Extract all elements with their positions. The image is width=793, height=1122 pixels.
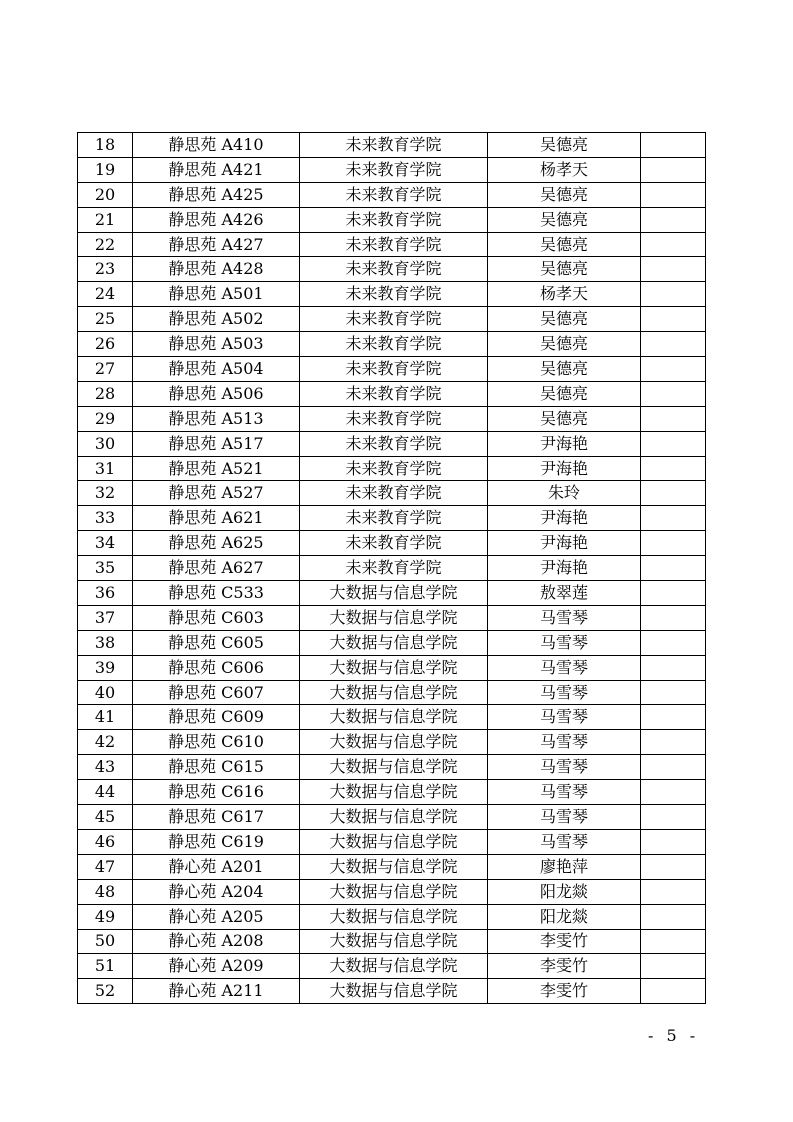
cell-name: 尹海艳 bbox=[488, 556, 641, 581]
cell-college: 未来教育学院 bbox=[300, 456, 488, 481]
cell-note bbox=[641, 954, 706, 979]
cell-note bbox=[641, 282, 706, 307]
cell-room: 静思苑 C603 bbox=[133, 605, 300, 630]
table-row bbox=[78, 655, 706, 680]
table-row bbox=[78, 854, 706, 879]
cell-room: 静思苑 A428 bbox=[133, 257, 300, 282]
cell-no: 29 bbox=[78, 406, 133, 431]
cell-name: 马雪琴 bbox=[488, 680, 641, 705]
cell-note bbox=[641, 680, 706, 705]
cell-college: 大数据与信息学院 bbox=[300, 979, 488, 1004]
cell-college: 大数据与信息学院 bbox=[300, 605, 488, 630]
cell-room: 静思苑 C619 bbox=[133, 829, 300, 854]
table-row bbox=[78, 357, 706, 382]
cell-no: 22 bbox=[78, 232, 133, 257]
cell-room: 静思苑 A502 bbox=[133, 307, 300, 332]
cell-no: 51 bbox=[78, 954, 133, 979]
cell-room: 静心苑 A209 bbox=[133, 954, 300, 979]
cell-note bbox=[641, 157, 706, 182]
cell-no: 30 bbox=[78, 431, 133, 456]
cell-note bbox=[641, 207, 706, 232]
cell-no: 49 bbox=[78, 904, 133, 929]
cell-college: 未来教育学院 bbox=[300, 531, 488, 556]
cell-college: 大数据与信息学院 bbox=[300, 680, 488, 705]
cell-college: 大数据与信息学院 bbox=[300, 829, 488, 854]
cell-name: 马雪琴 bbox=[488, 605, 641, 630]
table-row bbox=[78, 929, 706, 954]
cell-room: 静思苑 A421 bbox=[133, 157, 300, 182]
cell-no: 23 bbox=[78, 257, 133, 282]
cell-room: 静思苑 A426 bbox=[133, 207, 300, 232]
cell-no: 46 bbox=[78, 829, 133, 854]
table-row bbox=[78, 705, 706, 730]
table-row bbox=[78, 456, 706, 481]
cell-room: 静思苑 A513 bbox=[133, 406, 300, 431]
cell-note bbox=[641, 332, 706, 357]
cell-room: 静思苑 A425 bbox=[133, 182, 300, 207]
cell-note bbox=[641, 232, 706, 257]
cell-college: 大数据与信息学院 bbox=[300, 730, 488, 755]
cell-college: 大数据与信息学院 bbox=[300, 755, 488, 780]
cell-room: 静思苑 A625 bbox=[133, 531, 300, 556]
cell-room: 静思苑 A503 bbox=[133, 332, 300, 357]
cell-college: 未来教育学院 bbox=[300, 381, 488, 406]
cell-college: 未来教育学院 bbox=[300, 556, 488, 581]
cell-room: 静思苑 C533 bbox=[133, 581, 300, 606]
cell-room: 静思苑 C606 bbox=[133, 655, 300, 680]
cell-note bbox=[641, 904, 706, 929]
cell-room: 静思苑 A427 bbox=[133, 232, 300, 257]
cell-no: 37 bbox=[78, 605, 133, 630]
cell-no: 28 bbox=[78, 381, 133, 406]
cell-room: 静心苑 A208 bbox=[133, 929, 300, 954]
table-row bbox=[78, 506, 706, 531]
cell-name: 吴德亮 bbox=[488, 232, 641, 257]
table-row bbox=[78, 904, 706, 929]
cell-room: 静思苑 C616 bbox=[133, 780, 300, 805]
cell-name: 吴德亮 bbox=[488, 381, 641, 406]
table-row bbox=[78, 232, 706, 257]
cell-college: 大数据与信息学院 bbox=[300, 705, 488, 730]
cell-no: 34 bbox=[78, 531, 133, 556]
cell-note bbox=[641, 929, 706, 954]
table-row bbox=[78, 680, 706, 705]
cell-name: 马雪琴 bbox=[488, 829, 641, 854]
cell-no: 25 bbox=[78, 307, 133, 332]
cell-room: 静心苑 A204 bbox=[133, 879, 300, 904]
cell-no: 32 bbox=[78, 481, 133, 506]
cell-name: 马雪琴 bbox=[488, 755, 641, 780]
cell-no: 50 bbox=[78, 929, 133, 954]
cell-college: 大数据与信息学院 bbox=[300, 854, 488, 879]
cell-name: 马雪琴 bbox=[488, 780, 641, 805]
cell-no: 47 bbox=[78, 854, 133, 879]
cell-room: 静思苑 A506 bbox=[133, 381, 300, 406]
cell-college: 未来教育学院 bbox=[300, 406, 488, 431]
cell-note bbox=[641, 979, 706, 1004]
table-row bbox=[78, 780, 706, 805]
cell-room: 静思苑 A410 bbox=[133, 133, 300, 158]
cell-note bbox=[641, 381, 706, 406]
cell-room: 静思苑 C605 bbox=[133, 630, 300, 655]
table-row bbox=[78, 282, 706, 307]
cell-no: 40 bbox=[78, 680, 133, 705]
table-row bbox=[78, 381, 706, 406]
cell-room: 静思苑 A501 bbox=[133, 282, 300, 307]
cell-college: 未来教育学院 bbox=[300, 506, 488, 531]
cell-name: 朱玲 bbox=[488, 481, 641, 506]
cell-room: 静心苑 A201 bbox=[133, 854, 300, 879]
cell-college: 大数据与信息学院 bbox=[300, 904, 488, 929]
cell-no: 26 bbox=[78, 332, 133, 357]
page-number: - 5 - bbox=[648, 1026, 700, 1045]
table-row bbox=[78, 605, 706, 630]
table-row bbox=[78, 630, 706, 655]
cell-no: 52 bbox=[78, 979, 133, 1004]
cell-college: 大数据与信息学院 bbox=[300, 879, 488, 904]
table-row bbox=[78, 879, 706, 904]
table-row bbox=[78, 531, 706, 556]
table-row bbox=[78, 979, 706, 1004]
table-row bbox=[78, 755, 706, 780]
cell-note bbox=[641, 755, 706, 780]
table-row bbox=[78, 829, 706, 854]
cell-room: 静思苑 A621 bbox=[133, 506, 300, 531]
cell-name: 吴德亮 bbox=[488, 307, 641, 332]
cell-no: 44 bbox=[78, 780, 133, 805]
cell-no: 18 bbox=[78, 133, 133, 158]
table-row bbox=[78, 805, 706, 830]
cell-no: 19 bbox=[78, 157, 133, 182]
cell-college: 大数据与信息学院 bbox=[300, 630, 488, 655]
cell-name: 马雪琴 bbox=[488, 655, 641, 680]
cell-room: 静思苑 C617 bbox=[133, 805, 300, 830]
cell-note bbox=[641, 854, 706, 879]
cell-name: 尹海艳 bbox=[488, 531, 641, 556]
table-row bbox=[78, 207, 706, 232]
cell-college: 大数据与信息学院 bbox=[300, 581, 488, 606]
cell-no: 48 bbox=[78, 879, 133, 904]
cell-room: 静思苑 C615 bbox=[133, 755, 300, 780]
cell-name: 马雪琴 bbox=[488, 630, 641, 655]
cell-room: 静心苑 A205 bbox=[133, 904, 300, 929]
cell-note bbox=[641, 730, 706, 755]
cell-note bbox=[641, 829, 706, 854]
cell-no: 36 bbox=[78, 581, 133, 606]
table-row bbox=[78, 431, 706, 456]
table-row bbox=[78, 581, 706, 606]
cell-note bbox=[641, 879, 706, 904]
cell-college: 未来教育学院 bbox=[300, 307, 488, 332]
cell-room: 静思苑 A527 bbox=[133, 481, 300, 506]
cell-name: 吴德亮 bbox=[488, 207, 641, 232]
cell-note bbox=[641, 133, 706, 158]
cell-room: 静思苑 C610 bbox=[133, 730, 300, 755]
table-row bbox=[78, 954, 706, 979]
cell-name: 马雪琴 bbox=[488, 705, 641, 730]
cell-no: 39 bbox=[78, 655, 133, 680]
cell-note bbox=[641, 456, 706, 481]
cell-name: 吴德亮 bbox=[488, 182, 641, 207]
cell-note bbox=[641, 357, 706, 382]
cell-name: 李雯竹 bbox=[488, 954, 641, 979]
cell-note bbox=[641, 257, 706, 282]
cell-note bbox=[641, 655, 706, 680]
cell-room: 静思苑 C607 bbox=[133, 680, 300, 705]
table-row bbox=[78, 730, 706, 755]
cell-name: 敖翠莲 bbox=[488, 581, 641, 606]
cell-note bbox=[641, 406, 706, 431]
cell-name: 李雯竹 bbox=[488, 979, 641, 1004]
cell-note bbox=[641, 705, 706, 730]
cell-college: 未来教育学院 bbox=[300, 357, 488, 382]
cell-room: 静思苑 A521 bbox=[133, 456, 300, 481]
cell-note bbox=[641, 630, 706, 655]
cell-college: 未来教育学院 bbox=[300, 257, 488, 282]
cell-name: 李雯竹 bbox=[488, 929, 641, 954]
cell-name: 尹海艳 bbox=[488, 506, 641, 531]
cell-no: 45 bbox=[78, 805, 133, 830]
cell-no: 38 bbox=[78, 630, 133, 655]
table-row bbox=[78, 133, 706, 158]
cell-college: 大数据与信息学院 bbox=[300, 655, 488, 680]
cell-name: 马雪琴 bbox=[488, 805, 641, 830]
cell-note bbox=[641, 581, 706, 606]
cell-college: 大数据与信息学院 bbox=[300, 954, 488, 979]
cell-no: 43 bbox=[78, 755, 133, 780]
cell-no: 35 bbox=[78, 556, 133, 581]
table-body bbox=[78, 133, 706, 1004]
cell-college: 未来教育学院 bbox=[300, 332, 488, 357]
cell-college: 未来教育学院 bbox=[300, 282, 488, 307]
cell-note bbox=[641, 605, 706, 630]
cell-room: 静思苑 A627 bbox=[133, 556, 300, 581]
cell-college: 大数据与信息学院 bbox=[300, 805, 488, 830]
cell-college: 未来教育学院 bbox=[300, 232, 488, 257]
cell-no: 20 bbox=[78, 182, 133, 207]
table-row bbox=[78, 182, 706, 207]
cell-room: 静思苑 A517 bbox=[133, 431, 300, 456]
cell-no: 24 bbox=[78, 282, 133, 307]
cell-name: 杨孝天 bbox=[488, 157, 641, 182]
cell-room: 静思苑 C609 bbox=[133, 705, 300, 730]
table-row bbox=[78, 257, 706, 282]
cell-name: 吴德亮 bbox=[488, 257, 641, 282]
table-row bbox=[78, 332, 706, 357]
cell-name: 吴德亮 bbox=[488, 357, 641, 382]
cell-college: 未来教育学院 bbox=[300, 431, 488, 456]
table-row bbox=[78, 556, 706, 581]
cell-note bbox=[641, 506, 706, 531]
cell-college: 大数据与信息学院 bbox=[300, 780, 488, 805]
cell-room: 静心苑 A211 bbox=[133, 979, 300, 1004]
cell-note bbox=[641, 805, 706, 830]
cell-name: 吴德亮 bbox=[488, 406, 641, 431]
cell-college: 未来教育学院 bbox=[300, 133, 488, 158]
cell-note bbox=[641, 531, 706, 556]
cell-college: 未来教育学院 bbox=[300, 157, 488, 182]
cell-note bbox=[641, 481, 706, 506]
cell-no: 41 bbox=[78, 705, 133, 730]
table-row bbox=[78, 307, 706, 332]
cell-no: 27 bbox=[78, 357, 133, 382]
cell-name: 杨孝天 bbox=[488, 282, 641, 307]
table-row bbox=[78, 406, 706, 431]
cell-note bbox=[641, 182, 706, 207]
dormitory-assignment-table bbox=[77, 132, 706, 1004]
table-row bbox=[78, 481, 706, 506]
cell-name: 尹海艳 bbox=[488, 431, 641, 456]
cell-college: 未来教育学院 bbox=[300, 481, 488, 506]
cell-college: 未来教育学院 bbox=[300, 182, 488, 207]
cell-name: 吴德亮 bbox=[488, 133, 641, 158]
cell-note bbox=[641, 307, 706, 332]
cell-name: 阳龙燚 bbox=[488, 879, 641, 904]
cell-note bbox=[641, 556, 706, 581]
cell-name: 尹海艳 bbox=[488, 456, 641, 481]
cell-name: 阳龙燚 bbox=[488, 904, 641, 929]
cell-name: 吴德亮 bbox=[488, 332, 641, 357]
cell-name: 廖艳萍 bbox=[488, 854, 641, 879]
cell-no: 31 bbox=[78, 456, 133, 481]
cell-note bbox=[641, 780, 706, 805]
cell-note bbox=[641, 431, 706, 456]
cell-no: 42 bbox=[78, 730, 133, 755]
cell-room: 静思苑 A504 bbox=[133, 357, 300, 382]
table-row bbox=[78, 157, 706, 182]
cell-no: 21 bbox=[78, 207, 133, 232]
cell-no: 33 bbox=[78, 506, 133, 531]
cell-college: 未来教育学院 bbox=[300, 207, 488, 232]
cell-name: 马雪琴 bbox=[488, 730, 641, 755]
cell-college: 大数据与信息学院 bbox=[300, 929, 488, 954]
